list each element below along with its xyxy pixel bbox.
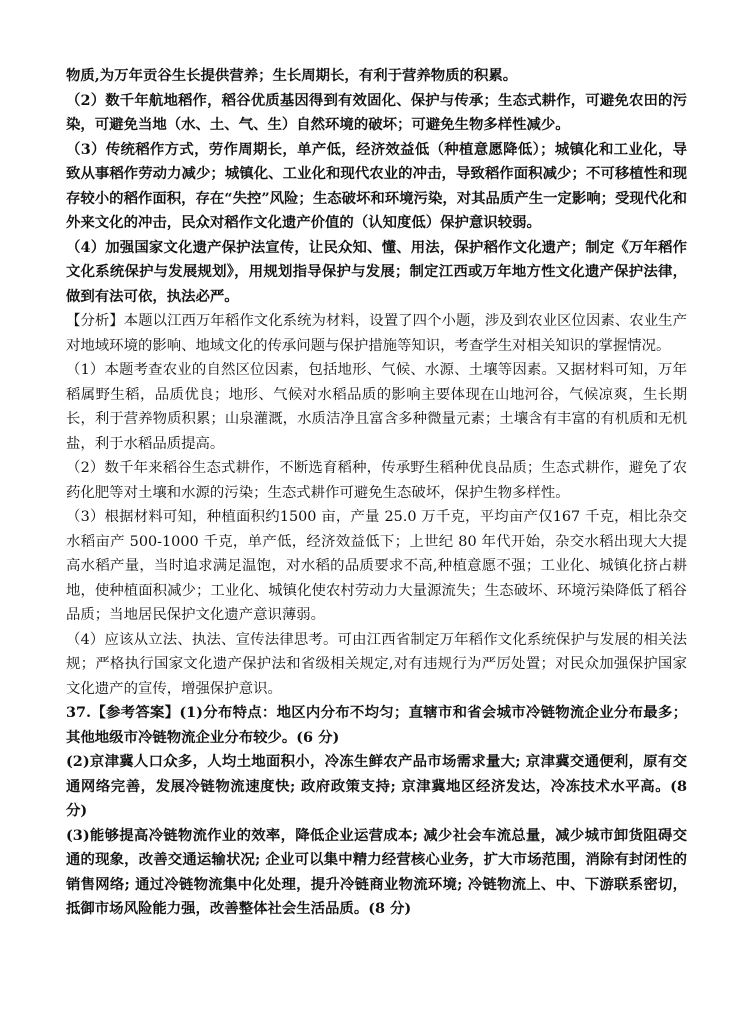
analysis-intro: 【分析】本题以江西万年稻作文化系统为材料，设置了四个小题，涉及到农业区位因素、农业生产对地域环境的影响、地域文化的传承问题与保护措施等知识，考查学生对相关知识的掌握情况。 xyxy=(66,313,687,354)
q37-answer-1: 37.【参考答案】(1)分布特点：地区内分布不均匀；直辖市和省会城市冷链物流企业分布最多；其他地级市冷链物流企业分布较少。(6 分) xyxy=(66,704,687,746)
answer-paragraph-4: （4）加强国家文化遗产保护法宣传，让民众知、懂、用法，保护稻作文化遗产；制定《万年稻作文化系统保护与发展规划》，用规划指导保护与发展；制定江西或万年地方性文化遗产保护法律，做到有法可依，执法必严。 xyxy=(66,238,687,305)
answer-paragraph-1-cont: 物质,为万年贡谷生长提供营养；生长周期长，有利于营养物质的积累。 xyxy=(66,67,518,84)
analysis-paragraph-3: （3）根据材料可知，种植面积约1500 亩，产量 25.0 万千克，平均亩产仅167 千克，相比杂交水稻亩产 500-1000 千克，单产低，经济效益低下；上世纪 80 年代开始，杂交水稻出现大大提高水稻产量，当时追求满足温饱，对水稻的品质要求不高,种植意愿不强；工业化、城镇化挤占耕地，使种植面积减少；工业化、城镇化使农村劳动力大量源流失；生态破坏、环境污染降低了稻谷品质；当地居民保护文化遗产意识薄弱。 xyxy=(66,509,687,623)
answer-paragraph-3: （3）传统稻作方式，劳作周期长，单产低，经济效益低（种植意愿降低）；城镇化和工业化，导致从事稻作劳动力减少；城镇化、工业化和现代农业的冲击，导致稻作面积减少；不可移植性和现存较小的稻作面积，存在“失控”风险；生态破坏和环境污染，对其品质产生一定影响；受现代化和外来文化的冲击，民众对稻作文化遗产价值的（认知度低）保护意识较弱。 xyxy=(66,140,687,231)
analysis-paragraph-4: （4）应该从立法、执法、宣传法律思考。可由江西省制定万年稻作文化系统保护与发展的相关法规；严格执行国家文化遗产保护法和省级相关规定,对有违规行为严厉处置；对民众加强保护国家文化遗产的宣传，增强保护意识。 xyxy=(66,631,687,697)
q37-answer-3: (3)能够提高冷链物流作业的效率，降低企业运营成本; 减少社会车流总量，减少城市卸货阻碍交通的现象，改善交通运输状况; 企业可以集中精力经营核心业务，扩大市场范围，消除有封闭性的销售网络; 通过冷链物流集中化处理，提升冷链商业物流环境; 冷链物流上、中、下游联系密切，抵御市场风险能力强，改善整体社会生活品质。(8 分) xyxy=(66,826,687,917)
analysis-paragraph-2: （2）数千年来稻谷生态式耕作，不断选育稻种，传承野生稻种优良品质；生态式耕作，避免了农药化肥等对土壤和水源的污染；生态式耕作可避免生态破坏，保护生物多样性。 xyxy=(66,460,687,501)
answer-paragraph-2: （2）数千年航地稻作，稻谷优质基因得到有效固化、保护与传承；生态式耕作，可避免农田的污染，可避免当地（水、土、气、生）自然环境的破坏；可避免生物多样性减少。 xyxy=(66,91,687,133)
q37-answer-2: (2)京津冀人口众多，人均土地面积小，冷冻生鲜农产品市场需求量大; 京津冀交通便利，原有交通网络完善，发展冷链物流速度快; 政府政策支持; 京津冀地区经济发达，冷冻技术水平高。(8 分) xyxy=(66,753,687,819)
analysis-paragraph-1: （1）本题考查农业的自然区位因素，包括地形、气候、水源、土壤等因素。又据材料可知，万年稻属野生稻，品质优良；地形、气候对水稻品质的影响主要体现在山地河谷，气候凉爽，生长期长，利于营养物质积累；山泉灌溉，水质洁净且富含多种微量元素；土壤含有丰富的有机质和无机盐，利于水稻品质提高。 xyxy=(66,362,687,452)
